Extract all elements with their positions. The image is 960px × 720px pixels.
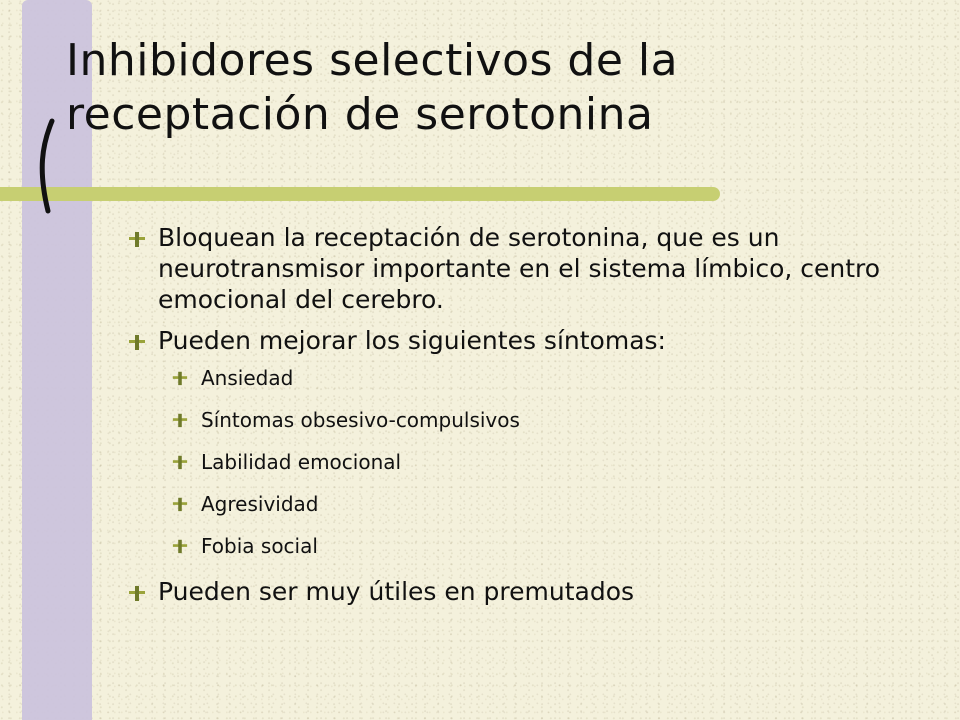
title-underline (0, 187, 720, 201)
sub-bullet-item (128, 492, 918, 516)
sub-bullet-item (128, 450, 918, 474)
nail-bullet-icon (128, 230, 146, 248)
sub-bullet-item (128, 366, 918, 390)
slide-title: Inhibidores selectivos de la receptación de serotonina (66, 35, 679, 140)
sub-bullet-text: Labilidad emocional (201, 450, 402, 474)
sub-bullet-text: Síntomas obsesivo-compulsivos (201, 408, 520, 432)
nail-bullet-icon (172, 496, 188, 512)
nail-bullet-icon (128, 584, 146, 602)
nail-bullet-icon (172, 538, 188, 554)
sub-bullet-text: Ansiedad (201, 366, 294, 390)
sub-bullet-text: Fobia social (201, 534, 318, 558)
bullet-text: Bloquean la receptación de serotonina, que es un neurotransmisor importante en el sistema límbico, centro emocional del cerebro. (158, 223, 881, 314)
hand-drawn-bracket-icon (30, 115, 70, 215)
sub-bullet-list (128, 366, 918, 558)
bullet-text: Pueden mejorar los siguientes síntomas: (158, 326, 666, 355)
nail-bullet-icon (128, 333, 146, 351)
sub-bullet-item (128, 408, 918, 432)
nail-bullet-icon (172, 370, 188, 386)
sub-bullet-text: Agresividad (201, 492, 319, 516)
bullet-item (128, 325, 918, 356)
bullet-item (128, 222, 918, 315)
nail-bullet-icon (172, 412, 188, 428)
nail-bullet-icon (172, 454, 188, 470)
bullet-text: Pueden ser muy útiles en premutados (158, 577, 635, 606)
bullet-list (128, 222, 918, 617)
sub-bullet-item (128, 534, 918, 558)
bullet-item (128, 576, 918, 607)
